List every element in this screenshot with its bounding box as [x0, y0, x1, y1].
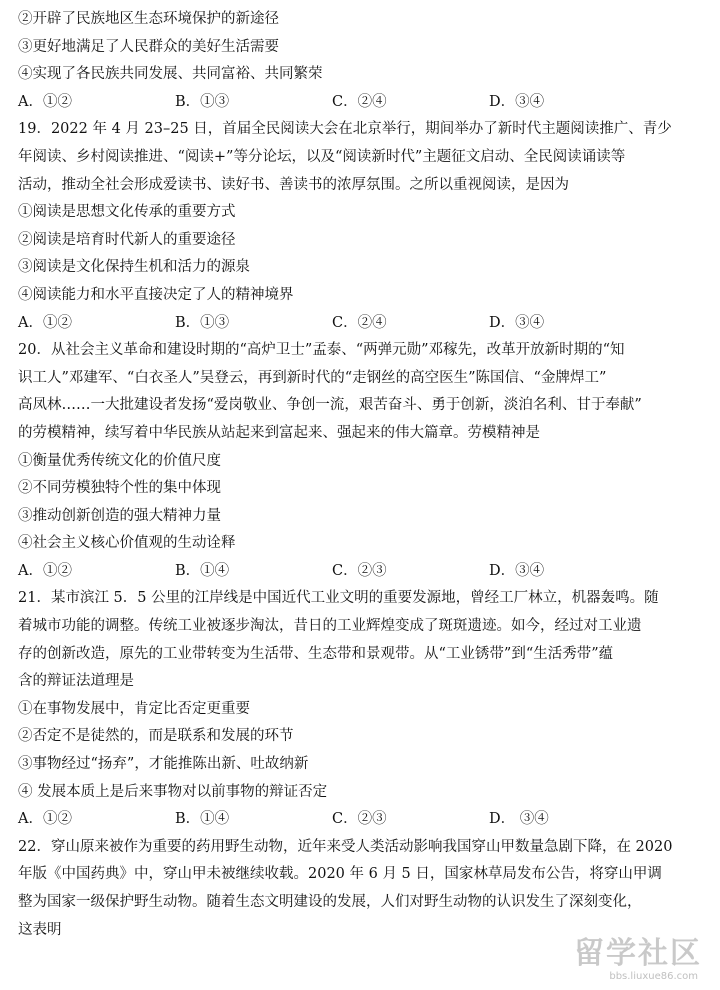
- option-b: B．①③: [175, 314, 230, 331]
- option-b: B．①④: [175, 562, 230, 579]
- question-21: [18, 585, 708, 833]
- option-c: C．②④: [332, 314, 387, 331]
- choice-item: ④实现了各民族共同发展、共同富裕、共同繁荣: [18, 66, 323, 83]
- answer-options: [18, 89, 708, 117]
- option-d: D． ③④: [489, 811, 549, 828]
- question-18-tail: [18, 6, 708, 116]
- choice-item: ①阅读是思想文化传承的重要方式: [18, 204, 236, 221]
- option-b: B．①④: [175, 811, 230, 828]
- option-c: C．②④: [332, 93, 387, 110]
- option-a: A．①②: [18, 314, 72, 331]
- option-a: A．①②: [18, 811, 72, 828]
- choice-item: ③阅读是文化保持生机和活力的源泉: [18, 259, 250, 276]
- option-d: D．③④: [489, 562, 545, 579]
- question-stem-line: 这表明: [18, 921, 62, 938]
- option-c: C．②③: [332, 811, 387, 828]
- choice-item: ④社会主义核心价值观的生动诠释: [18, 535, 236, 552]
- choice-item: ②开辟了民族地区生态环境保护的新途径: [18, 11, 279, 27]
- option-a: A．①②: [18, 562, 72, 579]
- choice-item: ③推动创新创造的强大精神力量: [18, 507, 221, 524]
- question-stem-line: 高凤林……一大批建设者发扬“爱岗敬业、争创一流，艰苦奋斗、勇于创新，淡泊名利、甘于奉献”: [18, 397, 642, 414]
- question-stem-line: 识工人”邓建军、“白衣圣人”吴登云，再到新时代的“走钢丝的高空医生”陈国信、“金牌焊工”: [18, 369, 607, 386]
- option-d: D．③④: [489, 314, 545, 331]
- choice-item: ③更好地满足了人民群众的美好生活需要: [18, 38, 279, 55]
- question-stem-line: 整为国家一级保护野生动物。随着生态文明建设的发展，人们对野生动物的认识发生了深刻变化，: [18, 894, 642, 910]
- choice-item: ①在事物发展中，肯定比否定更重要: [18, 700, 250, 717]
- question-stem-line: 年阅读、乡村阅读推进、“阅读+”等分论坛，以及“阅读新时代”主题征文启动、全民阅读诵读等: [18, 148, 626, 165]
- option-a: A．①②: [18, 93, 72, 110]
- question-stem-line: 19．2022 年 4 月 23–25 日，首届全民阅读大会在北京举行，期间举办了新时代主题阅读推广、青少: [18, 121, 672, 138]
- answer-options: [18, 310, 708, 338]
- question-20: [18, 337, 708, 585]
- question-stem-line: 的劳模精神，续写着中华民族从站起来到富起来、强起来的伟大篇章。劳模精神是: [18, 424, 540, 441]
- question-stem-line: 存的创新改造，原先的工业带转变为生活带、生态带和景观带。从“工业锈带”到“生活秀带”蕴: [18, 645, 614, 662]
- option-c: C．②③: [332, 562, 387, 579]
- choice-item: ③事物经过“扬弃”，才能推陈出新、吐故纳新: [18, 756, 309, 773]
- choice-item: ④阅读能力和水平直接决定了人的精神境界: [18, 286, 294, 303]
- answer-options: [18, 558, 708, 586]
- question-stem-line: 着城市功能的调整。传统工业被逐步淘汰，昔日的工业辉煌变成了斑斑遗迹。如今，经过对工业遗: [18, 618, 642, 635]
- option-d: D．③④: [489, 93, 545, 110]
- question-stem-line: 21．某市滨江 5．5 公里的江岸线是中国近代工业文明的重要发源地，曾经工厂林立，机器轰鸣。随: [18, 590, 659, 607]
- question-stem-line: 22．穿山原来被作为重要的药用野生动物，近年来受人类活动影响我国穿山甲数量急剧下降，在 2020: [18, 838, 673, 855]
- choice-item: ②不同劳模独特个性的集中体现: [18, 480, 221, 497]
- question-stem-line: 20．从社会主义革命和建设时期的“高炉卫士”孟泰、“两弹元勋”邓稼先，改革开放新时期的“知: [18, 342, 625, 359]
- choice-item: ②阅读是培育时代新人的重要途径: [18, 231, 236, 248]
- choice-item: ①衡量优秀传统文化的价值尺度: [18, 452, 221, 469]
- question-stem-line: 含的辩证法道理是: [18, 673, 134, 690]
- question-stem-line: 年版《中国药典》中，穿山甲未被继续收载。2020 年 6 月 5 日，国家林草局发布公告，将穿山甲调: [18, 866, 662, 883]
- question-19: [18, 116, 708, 337]
- choice-item: ④ 发展本质上是后来事物对以前事物的辩证否定: [18, 783, 328, 800]
- choice-item: ②否定不是徒然的，而是联系和发展的环节: [18, 728, 294, 745]
- exam-page: [18, 6, 708, 944]
- watermark-logo: [542, 926, 712, 984]
- watermark-text: 留学社区: [574, 936, 702, 971]
- answer-options: [18, 806, 708, 834]
- watermark-url: bbs.liuxue86.com: [609, 971, 698, 982]
- option-b: B．①③: [175, 93, 230, 110]
- question-stem-line: 活动，推动全社会形成爱读书、读好书、善读书的浓厚氛围。之所以重视阅读，是因为: [18, 176, 569, 193]
